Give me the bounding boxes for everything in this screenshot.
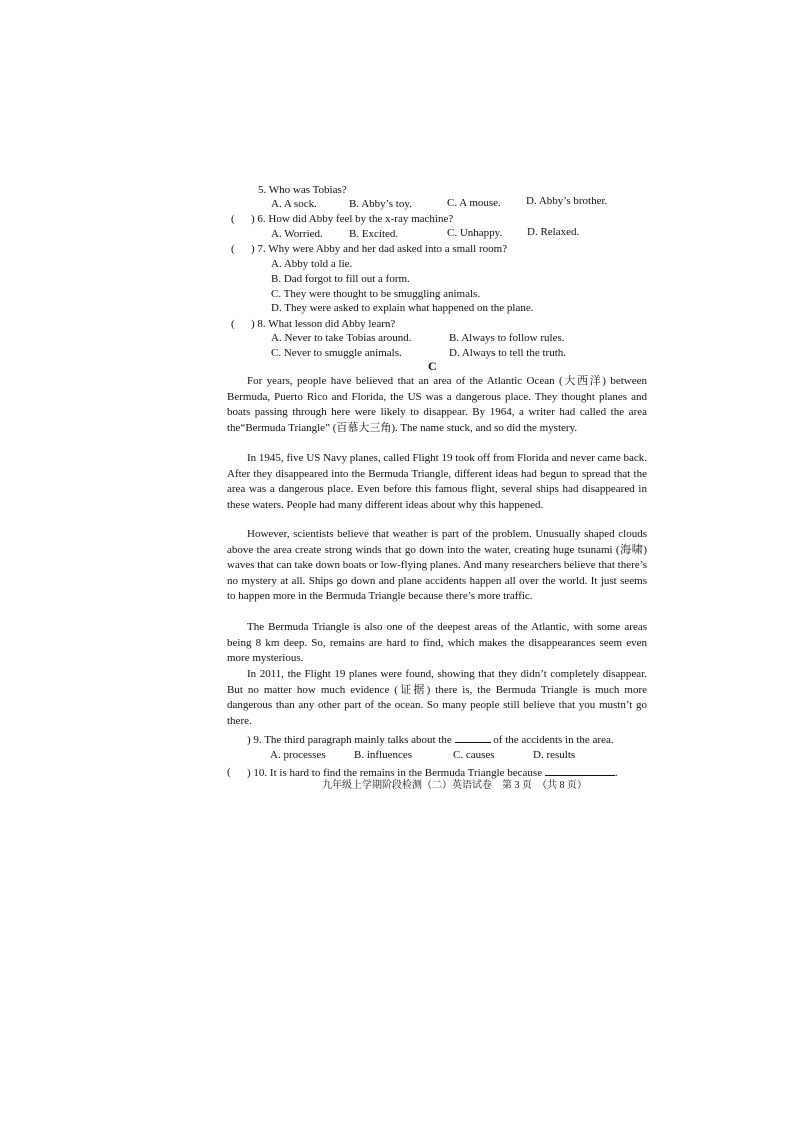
question-7-option-d: D. They were asked to explain what happened on the plane. — [271, 302, 534, 314]
question-8-stem: ) 8. What lesson did Abby learn? — [251, 318, 396, 330]
question-9-option-a: A. processes — [270, 749, 326, 761]
question-7-paren: ( — [231, 243, 235, 255]
question-10-paren: ( — [227, 766, 231, 778]
question-8-option-a: A. Never to take Tobias around. — [271, 332, 412, 344]
question-7-option-a: A. Abby told a lie. — [271, 258, 353, 270]
question-10-blank[interactable] — [545, 766, 615, 776]
passage-paragraph-3-text: However, scientists believe that weather is part of the problem. Unusually shaped clouds above the area create strong winds that go down into the water, creating huge tsunami (海啸) waves that can take down boats or low-flying planes. And many researchers believe that there’s no mystery at all. Ships go down and plane accidents happen all over the world. It just seems to happen more in the Bermuda Triangle because there’s more traffic. — [227, 528, 647, 602]
question-6-option-d: D. Relaxed. — [527, 226, 580, 238]
question-9-blank[interactable] — [455, 733, 491, 743]
question-8-paren: ( — [231, 318, 235, 330]
question-6-paren: ( — [231, 213, 235, 225]
question-9-text-before: ) 9. The third paragraph mainly talks about the — [247, 734, 452, 746]
question-9-option-d: D. results — [533, 749, 576, 761]
question-8-option-c: C. Never to smuggle animals. — [271, 347, 402, 359]
question-5-option-c: C. A mouse. — [447, 197, 501, 209]
question-7-stem: ) 7. Why were Abby and her dad asked into a small room? — [251, 243, 508, 255]
question-8-option-b: B. Always to follow rules. — [449, 332, 565, 344]
question-9-text-after: of the accidents in the area. — [493, 734, 614, 746]
question-6-option-c: C. Unhappy. — [447, 227, 503, 239]
section-c-heading: C — [428, 359, 437, 373]
question-5-option-a: A. A sock. — [271, 198, 317, 210]
question-6-option-a: A. Worried. — [271, 228, 323, 240]
question-9-stem — [247, 733, 614, 747]
passage-paragraph-2 — [227, 451, 647, 513]
page-footer: 九年级上学期阶段检测（二）英语试卷 第 3 页 （共 8 页） — [322, 780, 587, 791]
question-7-option-c: C. They were thought to be smuggling animals. — [271, 288, 481, 300]
passage-paragraph-4 — [227, 620, 647, 667]
question-6-stem: ) 6. How did Abby feel by the x-ray machine? — [251, 213, 454, 225]
passage-paragraph-1 — [227, 374, 647, 436]
question-6-option-b: B. Excited. — [349, 228, 399, 240]
passage-paragraph-4-text: The Bermuda Triangle is also one of the deepest areas of the Atlantic, with some areas being 8 km deep. So, remains are hard to find, which makes the disappearances seem even more mysterious. — [227, 621, 647, 664]
question-9-option-b: B. influences — [354, 749, 413, 761]
passage-paragraph-5-text: In 2011, the Flight 19 planes were found, showing that they didn’t completely disappear. But no matter how much evidence (证据) there is, the Bermuda Triangle is much more dangerous than any other part of the ocean. So many people still believe that you mustn’t go there. — [227, 668, 647, 727]
question-10-stem — [247, 766, 618, 780]
question-5-stem: 5. Who was Tobias? — [258, 184, 347, 196]
question-10-text: ) 10. It is hard to find the remains in the Bermuda Triangle because — [247, 767, 543, 779]
passage-paragraph-3 — [227, 527, 647, 605]
question-7-option-b: B. Dad forgot to fill out a form. — [271, 273, 410, 285]
question-5-option-b: B. Abby’s toy. — [349, 198, 412, 210]
passage-paragraph-1-text: For years, people have believed that an area of the Atlantic Ocean (大西洋) between Bermuda, Puerto Rico and Florida, the US was a dangerous place. They thought planes and boats passing through here were likely to disappear. By 1964, a writer had called the area the“Bermuda Triangle” (百慕大三角). The name stuck, and so did the mystery. — [227, 375, 647, 434]
question-8-option-d: D. Always to tell the truth. — [449, 347, 567, 359]
question-5-option-d: D. Abby’s brother. — [526, 195, 608, 207]
passage-paragraph-2-text: In 1945, five US Navy planes, called Flight 19 took off from Florida and never came back. After they disappeared into the Bermuda Triangle, different ideas had begun to spread that the area was a dangerous place. Even before this famous flight, several ships had disappeared in these waters. People had many different ideas about why this happened. — [227, 452, 647, 511]
passage-paragraph-5 — [227, 667, 647, 729]
question-9-option-c: C. causes — [453, 749, 495, 761]
question-10-end: . — [614, 767, 618, 779]
